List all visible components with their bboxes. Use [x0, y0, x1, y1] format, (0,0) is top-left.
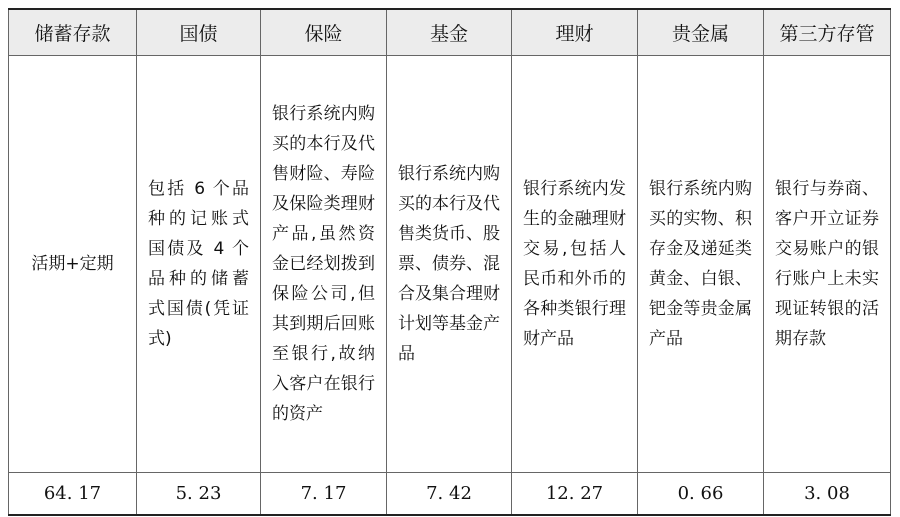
header-wealth-management: 理财 — [512, 9, 638, 56]
description-row — [9, 56, 891, 473]
desc-savings: 活期+定期 — [9, 56, 137, 473]
asset-table — [8, 8, 891, 516]
desc-wealth-management: 银行系统内发生的金融理财交易,包括人民币和外币的各种类银行理财产品 — [512, 56, 638, 473]
value-row — [9, 473, 891, 516]
value-funds: 7. 42 — [387, 473, 512, 516]
value-treasury-bonds: 5. 23 — [137, 473, 261, 516]
desc-treasury-bonds: 包括 6 个品种的记账式国债及 4 个品种的储蓄式国债(凭证式) — [137, 56, 261, 473]
value-savings: 64. 17 — [9, 473, 137, 516]
header-funds: 基金 — [387, 9, 512, 56]
header-insurance: 保险 — [261, 9, 387, 56]
header-savings: 储蓄存款 — [9, 9, 137, 56]
value-third-party-custody: 3. 08 — [764, 473, 891, 516]
value-precious-metals: 0. 66 — [638, 473, 764, 516]
desc-funds: 银行系统内购买的本行及代售类货币、股票、债券、混合及集合理财计划等基金产品 — [387, 56, 512, 473]
desc-precious-metals: 银行系统内购买的实物、积存金及递延类黄金、白银、钯金等贵金属产品 — [638, 56, 764, 473]
header-row — [9, 9, 891, 56]
header-precious-metals: 贵金属 — [638, 9, 764, 56]
desc-third-party-custody: 银行与券商、客户开立证券交易账户的银行账户上未实现证转银的活期存款 — [764, 56, 891, 473]
value-insurance: 7. 17 — [261, 473, 387, 516]
desc-insurance: 银行系统内购买的本行及代售财险、寿险及保险类理财产品,虽然资金已经划拨到保险公司,但其到期后回账至银行,故纳入客户在银行的资产 — [261, 56, 387, 473]
header-third-party-custody: 第三方存管 — [764, 9, 891, 56]
value-wealth-management: 12. 27 — [512, 473, 638, 516]
header-treasury-bonds: 国债 — [137, 9, 261, 56]
